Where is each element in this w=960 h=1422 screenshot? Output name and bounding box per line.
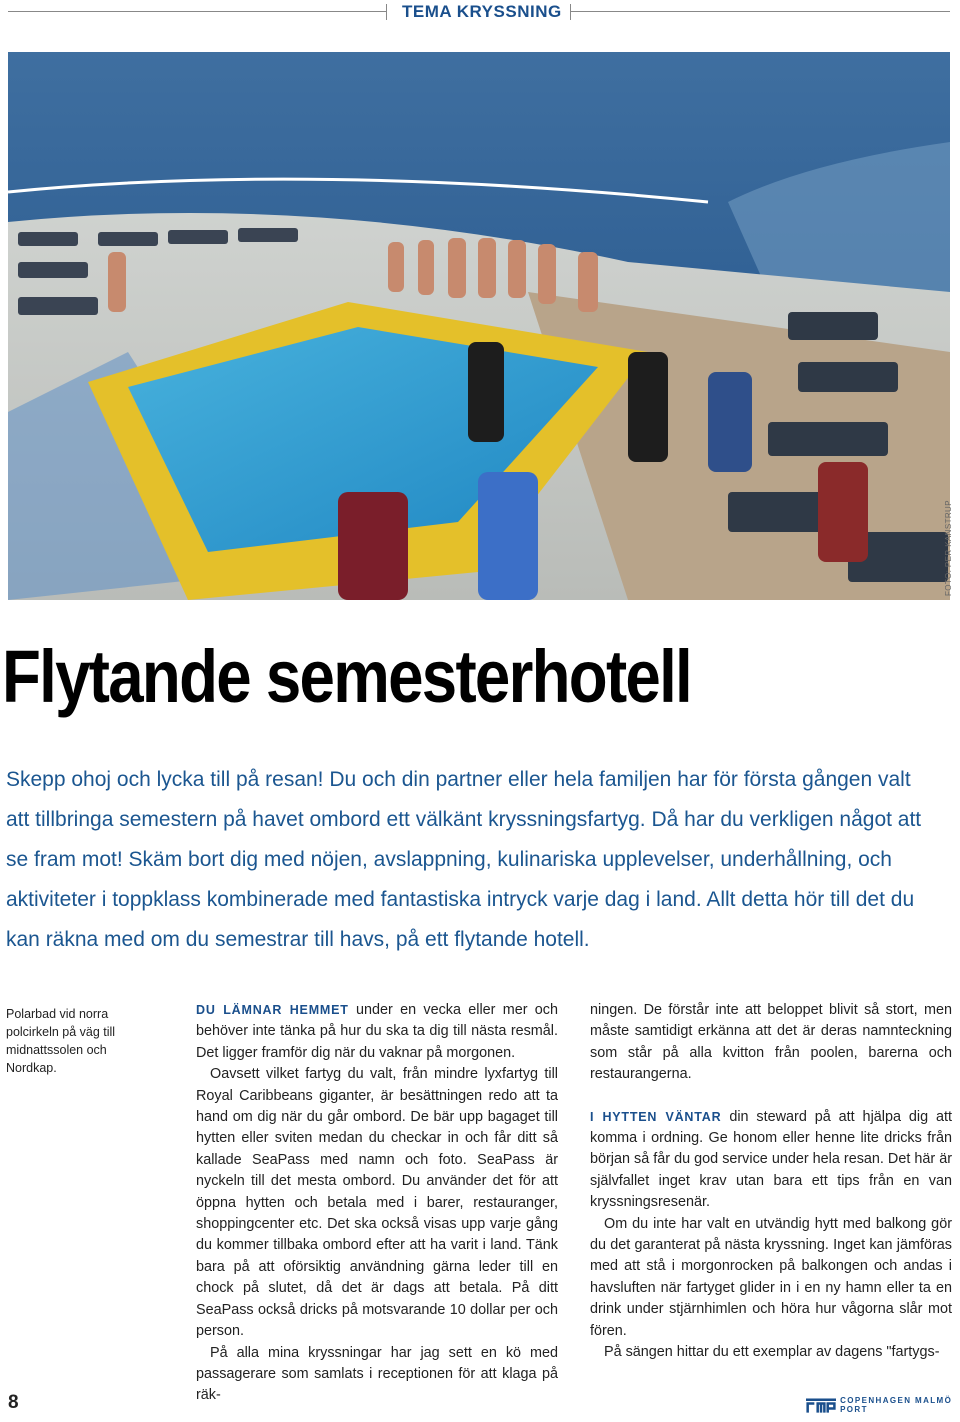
body-column-2 <box>590 1000 952 1364</box>
body-paragraph: På alla mina kryssningar har jag sett en kö med passagerare som samlats i receptionen för att klaga på räk- <box>196 1344 558 1404</box>
body-paragraph <box>196 1000 558 1064</box>
paragraph-text: under en vecka eller mer och behöver inte tänka på hur du ska ta dig till nästa resmål. Det ligger framför dig när du vaknar på morgonen. <box>196 1002 558 1061</box>
header-rule-left <box>8 11 386 12</box>
header-rule-right <box>570 11 950 12</box>
brand-logo <box>806 1396 960 1415</box>
body-column-1 <box>196 1000 558 1407</box>
body-paragraph: Oavsett vilket fartyg du valt, från mindre lyxfartyg till Royal Caribbeans giganter, är besättningen redo att ta hand om dig när du går ombord. De bär upp bagaget till hytten eller sviten medan du checkar in och får ditt så kallade SeaPass med namn och foto. SeaPass är nyckeln till det mesta ombord. Du använder det för att öppna hytten och betala med i barer, restauranger, shoppingcenter etc. Det ska också visas upp varje gång du kommer tillbaka ombord efter att ha varit i land. Tänk bara på att oförsiktig användning gärna leder till en chock på slutet, då det är dags att betala. På ditt SeaPass också dricks på motsvarande 10 dollar per och person. <box>196 1066 558 1340</box>
body-paragraph: På sängen hittar du ett exemplar av dagens "fartygs- <box>604 1344 940 1361</box>
cruise-deck-photo <box>8 52 950 600</box>
header-tick-right <box>570 4 571 20</box>
paragraph-lead-in: DU LÄMNAR HEMMET <box>196 1003 349 1017</box>
photo-caption: Polarbad vid norra polcirkeln på väg till midnattssolen och Nordkap. <box>6 1007 116 1075</box>
header-tick-left <box>386 4 387 20</box>
page-number: 8 <box>8 1392 19 1413</box>
photo-credit: FOTO: PER KANSTRUP <box>944 500 953 596</box>
cmp-logo-icon <box>806 1397 836 1415</box>
body-paragraph: Om du inte har valt en utvändig hytt med balkong gör du det garanterat på nästa kryssning. Inget kan jämföras med att stå i morgonrocken på balkongen och andas i havsluften när fartyget glider in i en ny hamn eller ta en drink under stjärnhimlen och höra hur vågorna slår mot fören. <box>590 1215 952 1339</box>
article-headline: Flytande semesterhotell <box>2 635 692 718</box>
paragraph-text: din steward på att hjälpa dig att komma i ordning. Ge honom eller henne lite dricks från början så får du god service under hela resan. Det här är självfallet inget krav utan bara ett tips från en van kryssningsresenär. <box>590 1108 952 1211</box>
lead-text: Skepp ohoj och lycka till på resan! Du och din partner eller hela familjen har för första gången valt att tillbringa semestern på havet ombord ett välkänt kryssningsfartyg. Då har du verkligen något att se fram mot! Skäm bort dig med nöjen, avslappning, kulinariska upplevelser, underhållning, och aktiviteter i toppklass kombinerade med fantastiska intryck varje dag i land. Allt detta hör till det du kan räkna med om du semestrar till havs, på ett flytande hotell. <box>6 768 922 951</box>
brand-name: COPENHAGEN MALMÖ PORT <box>840 1396 953 1414</box>
lead-paragraph <box>6 760 936 960</box>
paragraph-lead-in: I HYTTEN VÄNTAR <box>590 1109 722 1124</box>
paragraph-gap <box>590 1086 952 1107</box>
section-label: TEMA KRYSSNING <box>402 2 562 21</box>
body-paragraph <box>590 1107 952 1214</box>
body-paragraph: ningen. De förstår inte att beloppet blivit så stort, men måste samtidigt erkänna att det är deras namnteckning som står på alla kvitton från poolen, barerna och restaurangerna. <box>590 1002 952 1083</box>
